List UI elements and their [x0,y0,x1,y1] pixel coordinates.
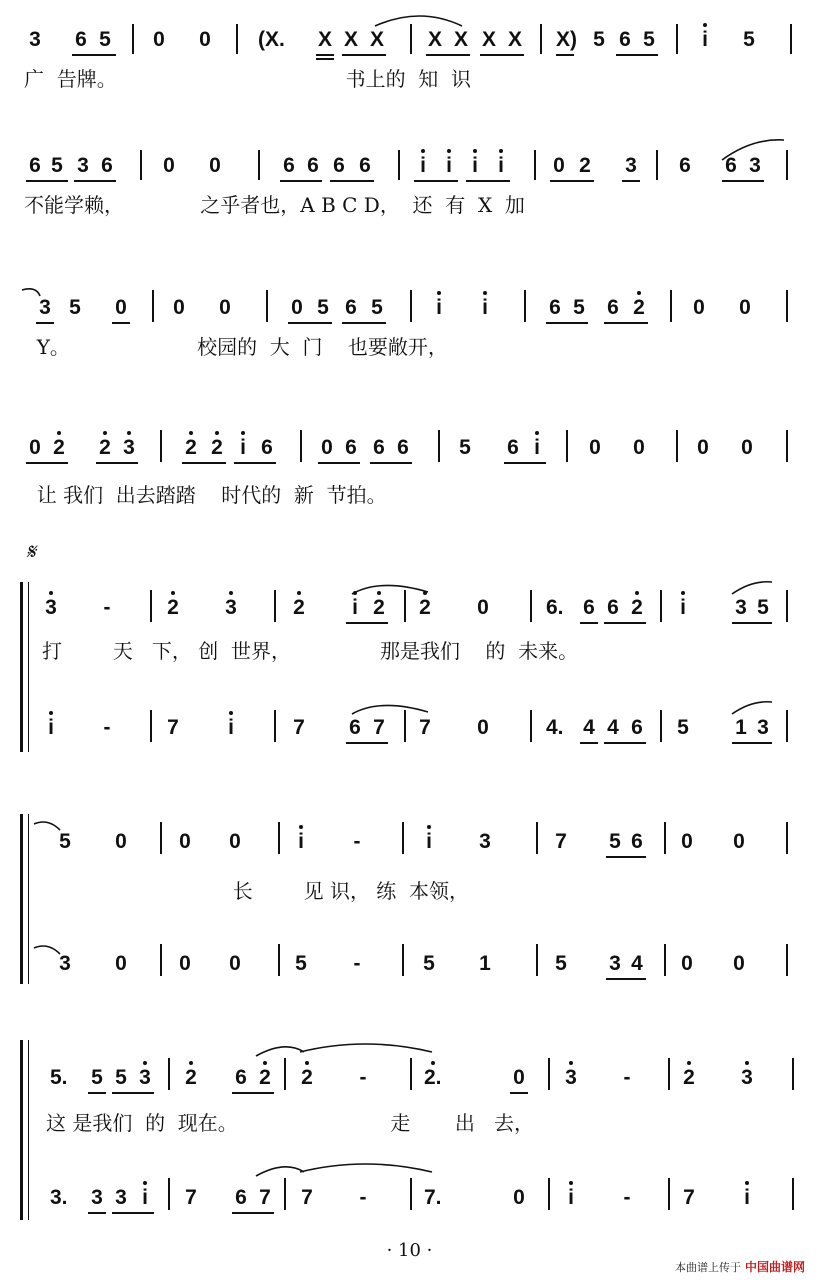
lyrics-system-2: 长 见 识， 练 本领， [42,879,470,903]
score-line-3: 3 5 0 0 0 0 5 6 5 i i 6 5 6 2 0 0 Y。 校园的 大 门 也要敞开， [0,284,819,364]
score-system-1: 3 - 2 3 2 i 2 2 0 6. 6 6 2 i 3 5 打 天 下， 创 世界， 那是我们 的 未来。 i - 7 i 7 6 7 7 0 4. 4 4 6 5 1 3 [0,576,819,756]
note: 6 [75,28,87,51]
note: 3 [29,28,41,51]
watermark-site-logo[interactable]: 中国曲谱网 [744,1260,805,1274]
score-line-2: 6 5 3 6 0 0 6 6 6 6 i i i i 0 2 3 6 6 3 不能学赖， 之乎者也，A B C D， 还 有 X 加 [0,146,819,226]
note: 0 [153,28,165,51]
score-line-1: 3 6 5 0 0 (X. X X X X X X X X) 5 6 5 i 5 广 告牌。 书上的 知 识 [0,20,819,100]
score-system-2: 5 0 0 0 i - i 3 7 5 6 0 0 长 见 识， 练 本领， 3 0 0 0 5 - 5 1 5 3 4 0 0 [0,808,819,988]
lyrics-system-1: 打 天 下， 创 世界， 那是我们 的 未来。 [42,639,579,663]
segno-sign: 𝄋 [26,540,36,565]
page-number: · 10 · [386,1240,433,1261]
score-line-4: 0 2 2 3 2 2 i 6 0 6 6 6 5 6 i 0 0 0 0 让 我们 出去踏踏 时代的 新 节拍。 [0,424,819,504]
note: 0 [199,28,211,51]
watermark-text: 本曲谱上传于 [674,1260,741,1274]
lyrics-line-3: Y。 校园的 大 门 也要敞开， [24,335,448,359]
score-system-3: 5. 5 5 3 2 6 2 2 - 2. 0 3 - 2 3 这 是我们 的 现在。 走 出 去， 3. 3 3 i 7 6 7 7 - 7. 0 i - 7 i [0,1034,819,1224]
note: 5 [99,28,111,51]
lyrics-system-3: 这 是我们 的 现在。 走 出 去， [46,1111,534,1135]
lyrics-line-1: 广 告牌。 书上的 知 识 [24,67,472,91]
lyrics-line-2: 不能学赖， 之乎者也，A B C D， 还 有 X 加 [24,193,525,217]
watermark [675,1258,805,1275]
lyrics-line-4: 让 我们 出去踏踏 时代的 新 节拍。 [24,483,387,507]
